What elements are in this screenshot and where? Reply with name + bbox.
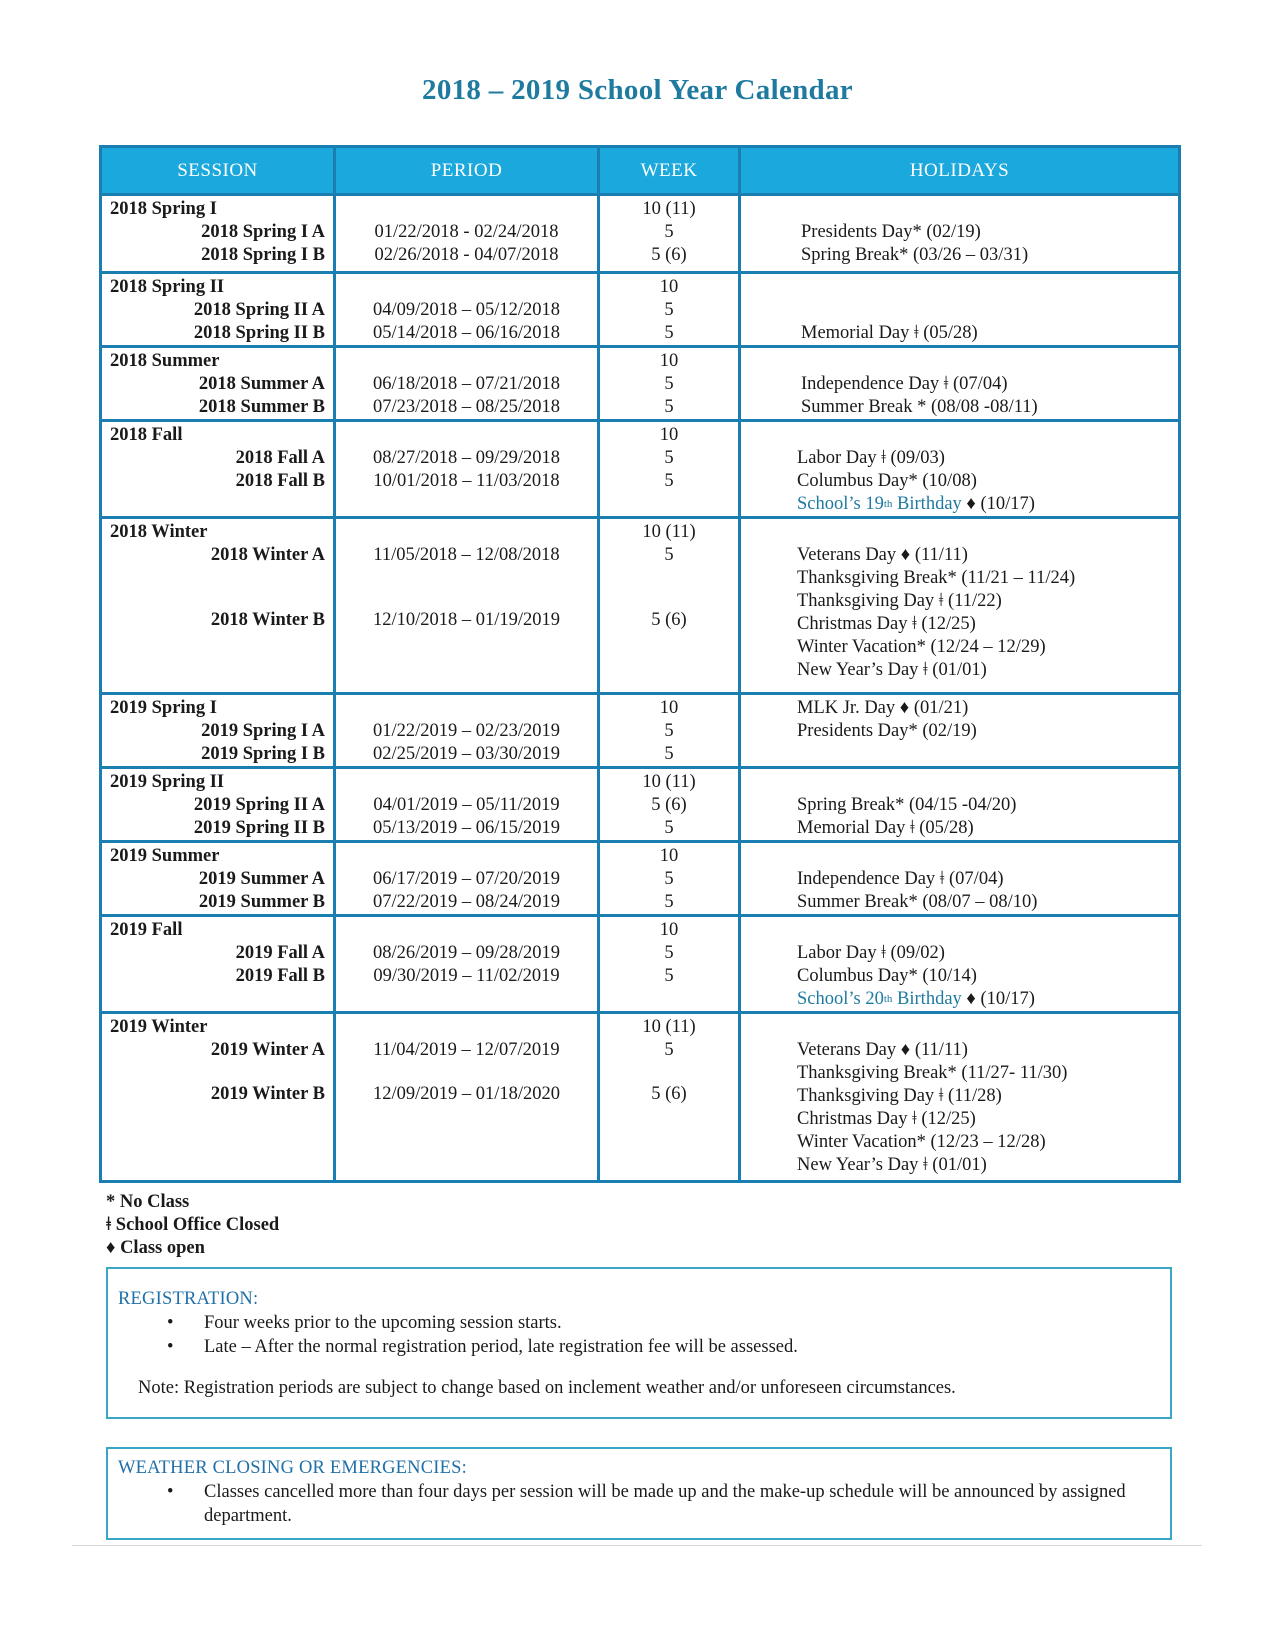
period-text: 05/14/2018 – 06/16/2018 (372, 323, 561, 343)
spacer (336, 567, 597, 609)
subsession-name: 2019 Spring I B (201, 744, 325, 764)
holiday-text (797, 919, 1178, 942)
subsession-name: 2018 Summer B (198, 397, 325, 417)
holiday-text: Memorial Day ǂ (05/28) (801, 323, 978, 343)
session-cell (101, 694, 335, 768)
holiday-text: Veterans Day ♦ (11/11) (797, 1040, 968, 1060)
holidays-cell (740, 768, 1180, 842)
holiday-text: Veterans Day ♦ (11/11) (797, 545, 968, 565)
holiday-text (797, 424, 1178, 447)
holiday-text: Independence Day ǂ (07/04) (797, 869, 1004, 889)
period-cell (335, 347, 599, 421)
week-cell (599, 1013, 740, 1182)
list-item-text: Four weeks prior to the upcoming session starts. (204, 1313, 562, 1333)
table-header-row (101, 147, 1180, 195)
period-text (336, 424, 597, 447)
period-text (336, 771, 597, 794)
page-title: 2018 – 2019 School Year Calendar (422, 74, 853, 106)
table-row (101, 768, 1180, 842)
session-cell (101, 195, 335, 273)
subsession-name: 2018 Summer A (198, 374, 325, 394)
week-text: 5 (664, 323, 674, 343)
week-text: 5 (6) (651, 1084, 687, 1104)
subsession-name: 2018 Spring II A (193, 300, 325, 320)
holiday-text: Presidents Day* (02/19) (797, 721, 977, 741)
birthday-date: ♦ (10/17) (961, 989, 1035, 1009)
subsession-name: 2018 Spring II B (193, 323, 325, 343)
holiday-text: Christmas Day ǂ (12/25) (797, 1109, 976, 1129)
week-text: 5 (664, 744, 674, 764)
subsession-name: 2019 Winter B (210, 1084, 325, 1104)
list-item (167, 1480, 1150, 1528)
ordinal-suffix: th (883, 498, 893, 510)
holiday-text: Memorial Day ǂ (05/28) (797, 818, 974, 838)
list-item (167, 1335, 1170, 1359)
week-text: 10 (11) (642, 772, 696, 792)
session-name: 2019 Summer (110, 846, 220, 866)
period-cell (335, 518, 599, 694)
birthday-label: Birthday (892, 494, 962, 514)
spacer (336, 1062, 597, 1083)
week-text: 5 (6) (651, 795, 687, 815)
period-text: 02/25/2019 – 03/30/2019 (372, 744, 561, 764)
holiday-text: Columbus Day* (10/14) (797, 966, 977, 986)
holidays-cell (740, 1013, 1180, 1182)
subsession-name: 2019 Summer B (198, 892, 325, 912)
week-text: 10 (659, 698, 679, 718)
holiday-text (797, 845, 1178, 868)
period-text: 04/09/2018 – 05/12/2018 (372, 300, 561, 320)
bullet-icon: • (167, 1337, 174, 1357)
week-cell (599, 694, 740, 768)
period-text: 12/09/2019 – 01/18/2020 (372, 1084, 561, 1104)
period-text: 07/22/2019 – 08/24/2019 (372, 892, 561, 912)
session-cell (101, 421, 335, 518)
week-text: 5 (664, 721, 674, 741)
period-text (336, 198, 597, 221)
birthday-holiday (797, 493, 1178, 516)
session-cell (101, 768, 335, 842)
session-cell (101, 842, 335, 916)
header-session: SESSION (101, 147, 335, 195)
weather-box (106, 1447, 1172, 1540)
list-item (167, 1311, 1170, 1335)
session-name: 2019 Fall (110, 920, 183, 940)
birthday-date: ♦ (10/17) (961, 494, 1035, 514)
week-cell (599, 842, 740, 916)
header-holidays: HOLIDAYS (740, 147, 1180, 195)
birthday-label: School’s 19 (797, 494, 884, 514)
bullet-icon: • (167, 1482, 174, 1502)
session-cell (101, 916, 335, 1013)
week-text: 10 (659, 351, 679, 371)
birthday-label: School’s 20 (797, 989, 884, 1009)
week-text: 10 (659, 277, 679, 297)
week-cell (599, 195, 740, 273)
subsession-name: 2019 Spring II A (193, 795, 325, 815)
period-text: 02/26/2018 - 04/07/2018 (374, 245, 559, 265)
subsession-name: 2019 Fall A (235, 943, 325, 963)
holiday-text: Labor Day ǂ (09/02) (797, 943, 945, 963)
holiday-text: Winter Vacation* (12/23 – 12/28) (797, 1132, 1046, 1152)
period-text: 01/22/2018 - 02/24/2018 (374, 222, 559, 242)
holiday-text (797, 771, 1178, 794)
weather-heading: WEATHER CLOSING OR EMERGENCIES: (118, 1458, 467, 1478)
period-cell (335, 694, 599, 768)
holiday-text (801, 350, 1178, 373)
period-text: 11/05/2018 – 12/08/2018 (373, 545, 560, 565)
week-text: 5 (664, 966, 674, 986)
week-text: 5 (664, 892, 674, 912)
subsession-name: 2018 Spring I A (201, 222, 325, 242)
period-text: 12/10/2018 – 01/19/2019 (372, 610, 561, 630)
week-text: 5 (664, 300, 674, 320)
session-cell (101, 1013, 335, 1182)
period-text (336, 845, 597, 868)
holidays-cell (740, 842, 1180, 916)
holiday-text: Summer Break * (08/08 -08/11) (801, 397, 1038, 417)
period-text: 11/04/2019 – 12/07/2019 (373, 1040, 560, 1060)
week-text: 10 (11) (642, 199, 696, 219)
week-text: 5 (664, 448, 674, 468)
holiday-text (797, 743, 1178, 766)
week-cell (599, 768, 740, 842)
bullet-icon: • (167, 1313, 174, 1333)
registration-note: Note: Registration periods are subject to change based on inclement weather and/or unforeseen circumstances. (138, 1378, 956, 1398)
spacer (110, 1062, 325, 1083)
session-cell (101, 273, 335, 347)
legend-no-class: * No Class (106, 1192, 190, 1212)
subsession-name: 2018 Fall A (235, 448, 325, 468)
week-cell (599, 273, 740, 347)
period-text: 07/23/2018 – 08/25/2018 (372, 397, 561, 417)
week-text: 5 (664, 222, 674, 242)
session-name: 2018 Summer (110, 351, 220, 371)
holiday-text (801, 276, 1178, 299)
week-text: 5 (664, 1040, 674, 1060)
session-name: 2019 Spring II (110, 772, 225, 792)
list-item-text: Late – After the normal registration period, late registration fee will be assessed. (204, 1337, 798, 1357)
holiday-text: Labor Day ǂ (09/03) (797, 448, 945, 468)
spacer (600, 1062, 738, 1083)
spacer (600, 567, 738, 609)
holidays-cell (740, 421, 1180, 518)
holiday-text (801, 198, 1178, 221)
week-text: 10 (659, 425, 679, 445)
calendar-table (99, 145, 1181, 1183)
holidays-cell (740, 273, 1180, 347)
week-text: 5 (664, 471, 674, 491)
session-name: 2018 Winter (110, 522, 208, 542)
table-row (101, 842, 1180, 916)
holiday-text: MLK Jr. Day ♦ (01/21) (797, 698, 969, 718)
holiday-text: Thanksgiving Break* (11/27- 11/30) (797, 1063, 1068, 1083)
week-text: 5 (664, 545, 674, 565)
week-text: 5 (664, 397, 674, 417)
weather-list (108, 1480, 1170, 1528)
subsession-name: 2019 Spring II B (193, 818, 325, 838)
header-period: PERIOD (335, 147, 599, 195)
week-text: 5 (664, 943, 674, 963)
week-text: 5 (664, 374, 674, 394)
legend-office-closed: ǂ School Office Closed (106, 1215, 280, 1235)
holiday-text: Spring Break* (03/26 – 03/31) (801, 245, 1029, 265)
holiday-text: Summer Break* (08/07 – 08/10) (797, 892, 1038, 912)
subsession-name: 2018 Spring I B (201, 245, 325, 265)
period-cell (335, 195, 599, 273)
birthday-label: Birthday (892, 989, 962, 1009)
week-cell (599, 347, 740, 421)
period-text: 06/17/2019 – 07/20/2019 (372, 869, 561, 889)
subsession-name: 2018 Winter A (210, 545, 325, 565)
week-text: 10 (11) (642, 522, 696, 542)
ordinal-suffix: th (883, 993, 893, 1005)
holidays-cell (740, 195, 1180, 273)
holiday-text: Christmas Day ǂ (12/25) (797, 614, 976, 634)
header-week: WEEK (599, 147, 740, 195)
holiday-text (801, 299, 1178, 322)
week-cell (599, 518, 740, 694)
table-row (101, 273, 1180, 347)
session-name: 2019 Winter (110, 1017, 208, 1037)
holiday-text: Columbus Day* (10/08) (797, 471, 977, 491)
subsession-name: 2019 Winter A (210, 1040, 325, 1060)
table-row (101, 195, 1180, 273)
period-cell (335, 273, 599, 347)
week-text: 10 (11) (642, 1017, 696, 1037)
week-text: 5 (6) (651, 610, 687, 630)
subsession-name: 2019 Spring I A (201, 721, 325, 741)
registration-box (106, 1267, 1172, 1419)
session-name: 2019 Spring I (110, 698, 217, 718)
period-cell (335, 1013, 599, 1182)
week-text: 5 (6) (651, 245, 687, 265)
holiday-text: Thanksgiving Day ǂ (11/28) (797, 1086, 1002, 1106)
table-row (101, 916, 1180, 1013)
registration-heading: REGISTRATION: (118, 1289, 259, 1309)
period-text: 04/01/2019 – 05/11/2019 (373, 795, 560, 815)
holidays-cell (740, 347, 1180, 421)
session-name: 2018 Spring I (110, 199, 217, 219)
holidays-cell (740, 694, 1180, 768)
week-text: 10 (659, 846, 679, 866)
spacer (110, 567, 325, 609)
week-text: 5 (664, 818, 674, 838)
period-text (336, 697, 597, 720)
subsession-name: 2019 Fall B (235, 966, 325, 986)
period-text: 05/13/2019 – 06/15/2019 (372, 818, 561, 838)
holiday-text: New Year’s Day ǂ (01/01) (797, 1155, 987, 1175)
holiday-text: Thanksgiving Break* (11/21 – 11/24) (797, 568, 1076, 588)
period-text: 08/27/2018 – 09/29/2018 (372, 448, 561, 468)
table-row (101, 694, 1180, 768)
table-row (101, 1013, 1180, 1182)
period-cell (335, 842, 599, 916)
registration-list (108, 1311, 1170, 1359)
holiday-text: Thanksgiving Day ǂ (11/22) (797, 591, 1002, 611)
session-cell (101, 518, 335, 694)
period-text (336, 276, 597, 299)
period-text: 01/22/2019 – 02/23/2019 (372, 721, 561, 741)
holidays-cell (740, 916, 1180, 1013)
session-name: 2018 Fall (110, 425, 183, 445)
week-cell (599, 916, 740, 1013)
period-cell (335, 768, 599, 842)
session-cell (101, 347, 335, 421)
subsession-name: 2019 Summer A (198, 869, 325, 889)
legend (106, 1191, 279, 1260)
period-text: 10/01/2018 – 11/03/2018 (373, 471, 560, 491)
session-name: 2018 Spring II (110, 277, 225, 297)
holidays-cell (740, 518, 1180, 694)
week-text: 10 (659, 920, 679, 940)
holiday-text: Winter Vacation* (12/24 – 12/29) (797, 637, 1046, 657)
holiday-text: Independence Day ǂ (07/04) (801, 374, 1008, 394)
period-text (336, 919, 597, 942)
period-cell (335, 916, 599, 1013)
legend-class-open: ♦ Class open (106, 1238, 205, 1258)
table-row (101, 518, 1180, 694)
list-item-text: Classes cancelled more than four days per session will be made up and the make-up schedule will be announced by assigned department. (204, 1482, 1126, 1526)
footer-divider (72, 1545, 1202, 1546)
holiday-text: Presidents Day* (02/19) (801, 222, 981, 242)
week-cell (599, 421, 740, 518)
period-text: 09/30/2019 – 11/02/2019 (373, 966, 560, 986)
period-cell (335, 421, 599, 518)
subsession-name: 2018 Winter B (210, 610, 325, 630)
period-text: 06/18/2018 – 07/21/2018 (372, 374, 561, 394)
subsession-name: 2018 Fall B (235, 471, 325, 491)
week-text: 5 (664, 869, 674, 889)
period-text: 08/26/2019 – 09/28/2019 (372, 943, 561, 963)
holiday-text: New Year’s Day ǂ (01/01) (797, 660, 987, 680)
holiday-text: Spring Break* (04/15 -04/20) (797, 795, 1017, 815)
table-row (101, 421, 1180, 518)
period-text (336, 350, 597, 373)
birthday-holiday (797, 988, 1178, 1011)
table-row (101, 347, 1180, 421)
